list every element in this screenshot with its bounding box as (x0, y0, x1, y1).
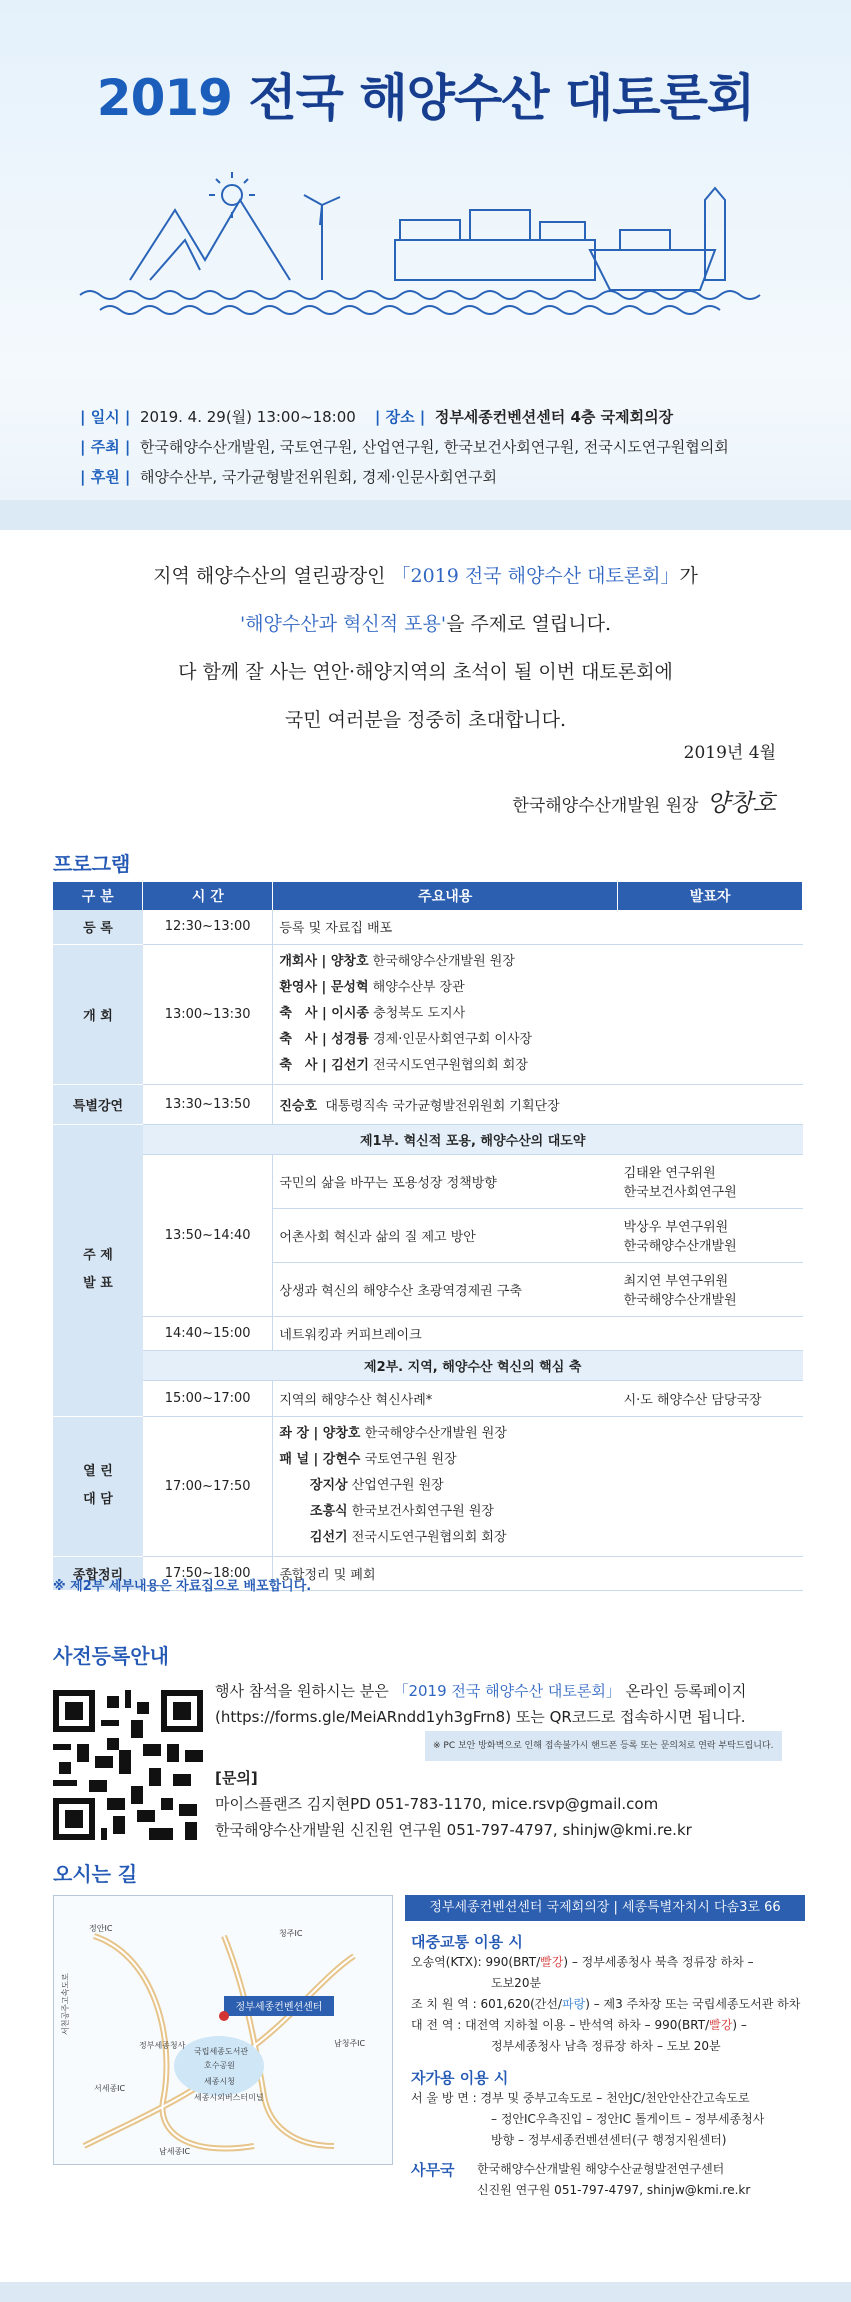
table-row: 어촌사회 혁신과 삶의 질 제고 방안 박상우 부연구위원 한국해양수산개발원 (53, 1208, 803, 1262)
table-row: 주 제 발 표 제1부. 혁신적 포용, 해양수산의 대도약 (53, 1124, 803, 1154)
table-row: 등 록 12:30~13:00 등록 및 자료집 배포 (53, 910, 803, 944)
svg-text:정부세종청사: 정부세종청사 (139, 2041, 186, 2050)
table-row: 상생과 혁신의 해양수산 초광역경제권 구축 최지연 부연구위원 한국해양수산개발원 (53, 1262, 803, 1316)
registration-text: 행사 참석을 원하시는 분은 「2019 전국 해양수산 대토론회」 온라인 등록페이지 (https://forms.gle/MeiARndd1yh3gFrn8) 또는 QR코드로 접속하시면 됩니다. ※ PC 보안 방화벽으로 인해 접속불가시 핸드폰 등록 또는 문의처로 연락 부탁드립니다. [문의] 마이스플랜즈 김지현PD 051-783-1170, mice.rsvp@gmail.com 한국해양수산개발원 신진원 연구원 051-797-4797, shinjw@kmi.re.kr (215, 1678, 815, 1843)
table-row: 열 린 대 담 17:00~17:50 좌 장 | 양창호 한국해양수산개발원 원장 패 널 | 강현수 국토연구원 원장 장지상 산업연구원 원장 조흥식 한국보건사회연구원 원장 김선기 전국시도연구원협의회 회장 (53, 1416, 803, 1556)
svg-text:서세종IC: 서세종IC (94, 2084, 126, 2093)
svg-text:청주IC: 청주IC (279, 1929, 303, 1938)
table-row: 개 회 13:00~13:30 개회사 | 양창호 한국해양수산개발원 원장 환영사 | 문성혁 해양수산부 장관 축 사 | 이시종 충청북도 도지사 축 사 | 성경륭 경제·인문사회연구회 이사장 축 사 | 김선기 전국시도연구원협의회 회장 (53, 944, 803, 1084)
directions-info: 정부세종컨벤션센터 국제회의장 | 세종특별자치시 다솜3로 66 대중교통 이용 시 오송역(KTX): 990(BRT/빨강) – 정부세종청사 북측 정류장 하차 – 도보20분 조 치 원 역 : 601,620(간선/파랑) – 제3 주차장 또는 국립세종도서관 하차 대 전 역 : 대전역 지하철 이용 – 반석역 하차 – 990(BRT/빨강) – 정부세종청사 남측 정류장 하차 – 도보 20분 자가용 이용 시 서 울 방 면 : 경부 및 중부고속도로 – 천안JC/천안안산간고속도로 – 정안IC우측진입 – 정안IC 톨게이트 – 정부세종청사 방향 – 정부세종컨벤션센터(구 행정지원센터) 사무국 한국해양수산개발원 해양수산균형발전연구센터 신진원 연구원 051-797-4797, shinjw@kmi.re.kr (405, 1895, 805, 2201)
footer-band (0, 2282, 851, 2302)
event-info: | 일시 | 2019. 4. 29(월) 13:00~18:00 | 장소 | 정부세종컨벤션센터 4층 국제회의장 | 주최 | 한국해양수산개발원, 국토연구원, 산업연구원, 한국보건사회연구원, 전국시도연구원협의회 | 후원 | 해양수산부, 국가균형발전위원회, 경제·인문사회연구회 (80, 408, 729, 486)
table-row: 14:40~15:00 네트워킹과 커피브레이크 (53, 1316, 803, 1350)
table-row: 특별강연 13:30~13:50 진승호 대통령직속 국가균형발전위원회 기획단장 (53, 1084, 803, 1124)
svg-text:정안IC: 정안IC (89, 1924, 113, 1933)
invitation-text: 지역 해양수산의 열린광장인 「2019 전국 해양수산 대토론회」가 '해양수산과 혁신적 포용'을 주제로 열립니다. 다 함께 잘 사는 연안·해양지역의 초석이 될 이번 대토론회에 국민 여러분을 정중히 초대합니다. (153, 565, 698, 731)
address-bar: 정부세종컨벤션센터 국제회의장 | 세종특별자치시 다솜3로 66 (405, 1895, 805, 1921)
event-title: 2019 전국 해양수산 대토론회 (96, 69, 755, 127)
svg-text:호수공원: 호수공원 (204, 2061, 235, 2070)
table-row: 13:50~14:40 국민의 삶을 바꾸는 포용성장 정책방향 김태완 연구위원 한국보건사회연구원 (53, 1154, 803, 1208)
directions-title: 오시는 길 (53, 1862, 138, 1886)
signature: 양창호 (706, 789, 776, 817)
location-map (53, 1895, 393, 2165)
map-center-label: 정부세종컨벤션센터 (235, 2002, 323, 2013)
hero-banner (0, 0, 851, 530)
svg-text:국립세종도서관: 국립세종도서관 (194, 2047, 249, 2056)
signature-block: 2019년 4월 한국해양수산개발원 원장 양창호 (512, 743, 776, 817)
program-table (53, 882, 803, 1591)
registration-link[interactable]: (https://forms.gle/MeiARndd1yh3gFrn8) 또는 QR코드로 접속하시면 됩니다. (215, 1708, 746, 1726)
qr-code-icon[interactable] (53, 1690, 203, 1840)
table-row: 제2부. 지역, 해양수산 혁신의 핵심 축 (53, 1350, 803, 1380)
svg-text:서천공주고속도로: 서천공주고속도로 (61, 1973, 70, 2035)
svg-text:세종시청: 세종시청 (204, 2077, 235, 2086)
table-row: 종합정리 17:50~18:00 종합정리 및 폐회 (53, 1556, 803, 1590)
program-note: ※ 제2부 세부내용은 자료집으로 배포합니다. (53, 1579, 312, 1594)
svg-text:세종시외버스터미널: 세종시외버스터미널 (194, 2093, 264, 2102)
svg-text:남세종IC: 남세종IC (159, 2147, 191, 2156)
coastal-illustration (0, 170, 851, 320)
table-row: 15:00~17:00 지역의 해양수산 혁신사례* 시·도 해양수산 담당국장 (53, 1380, 803, 1416)
registration-title: 사전등록안내 (53, 1644, 169, 1668)
table-header: 구 분 시 간 주요내용 발표자 (53, 882, 803, 910)
svg-text:남청주IC: 남청주IC (334, 2039, 366, 2048)
program-title: 프로그램 (53, 852, 131, 876)
